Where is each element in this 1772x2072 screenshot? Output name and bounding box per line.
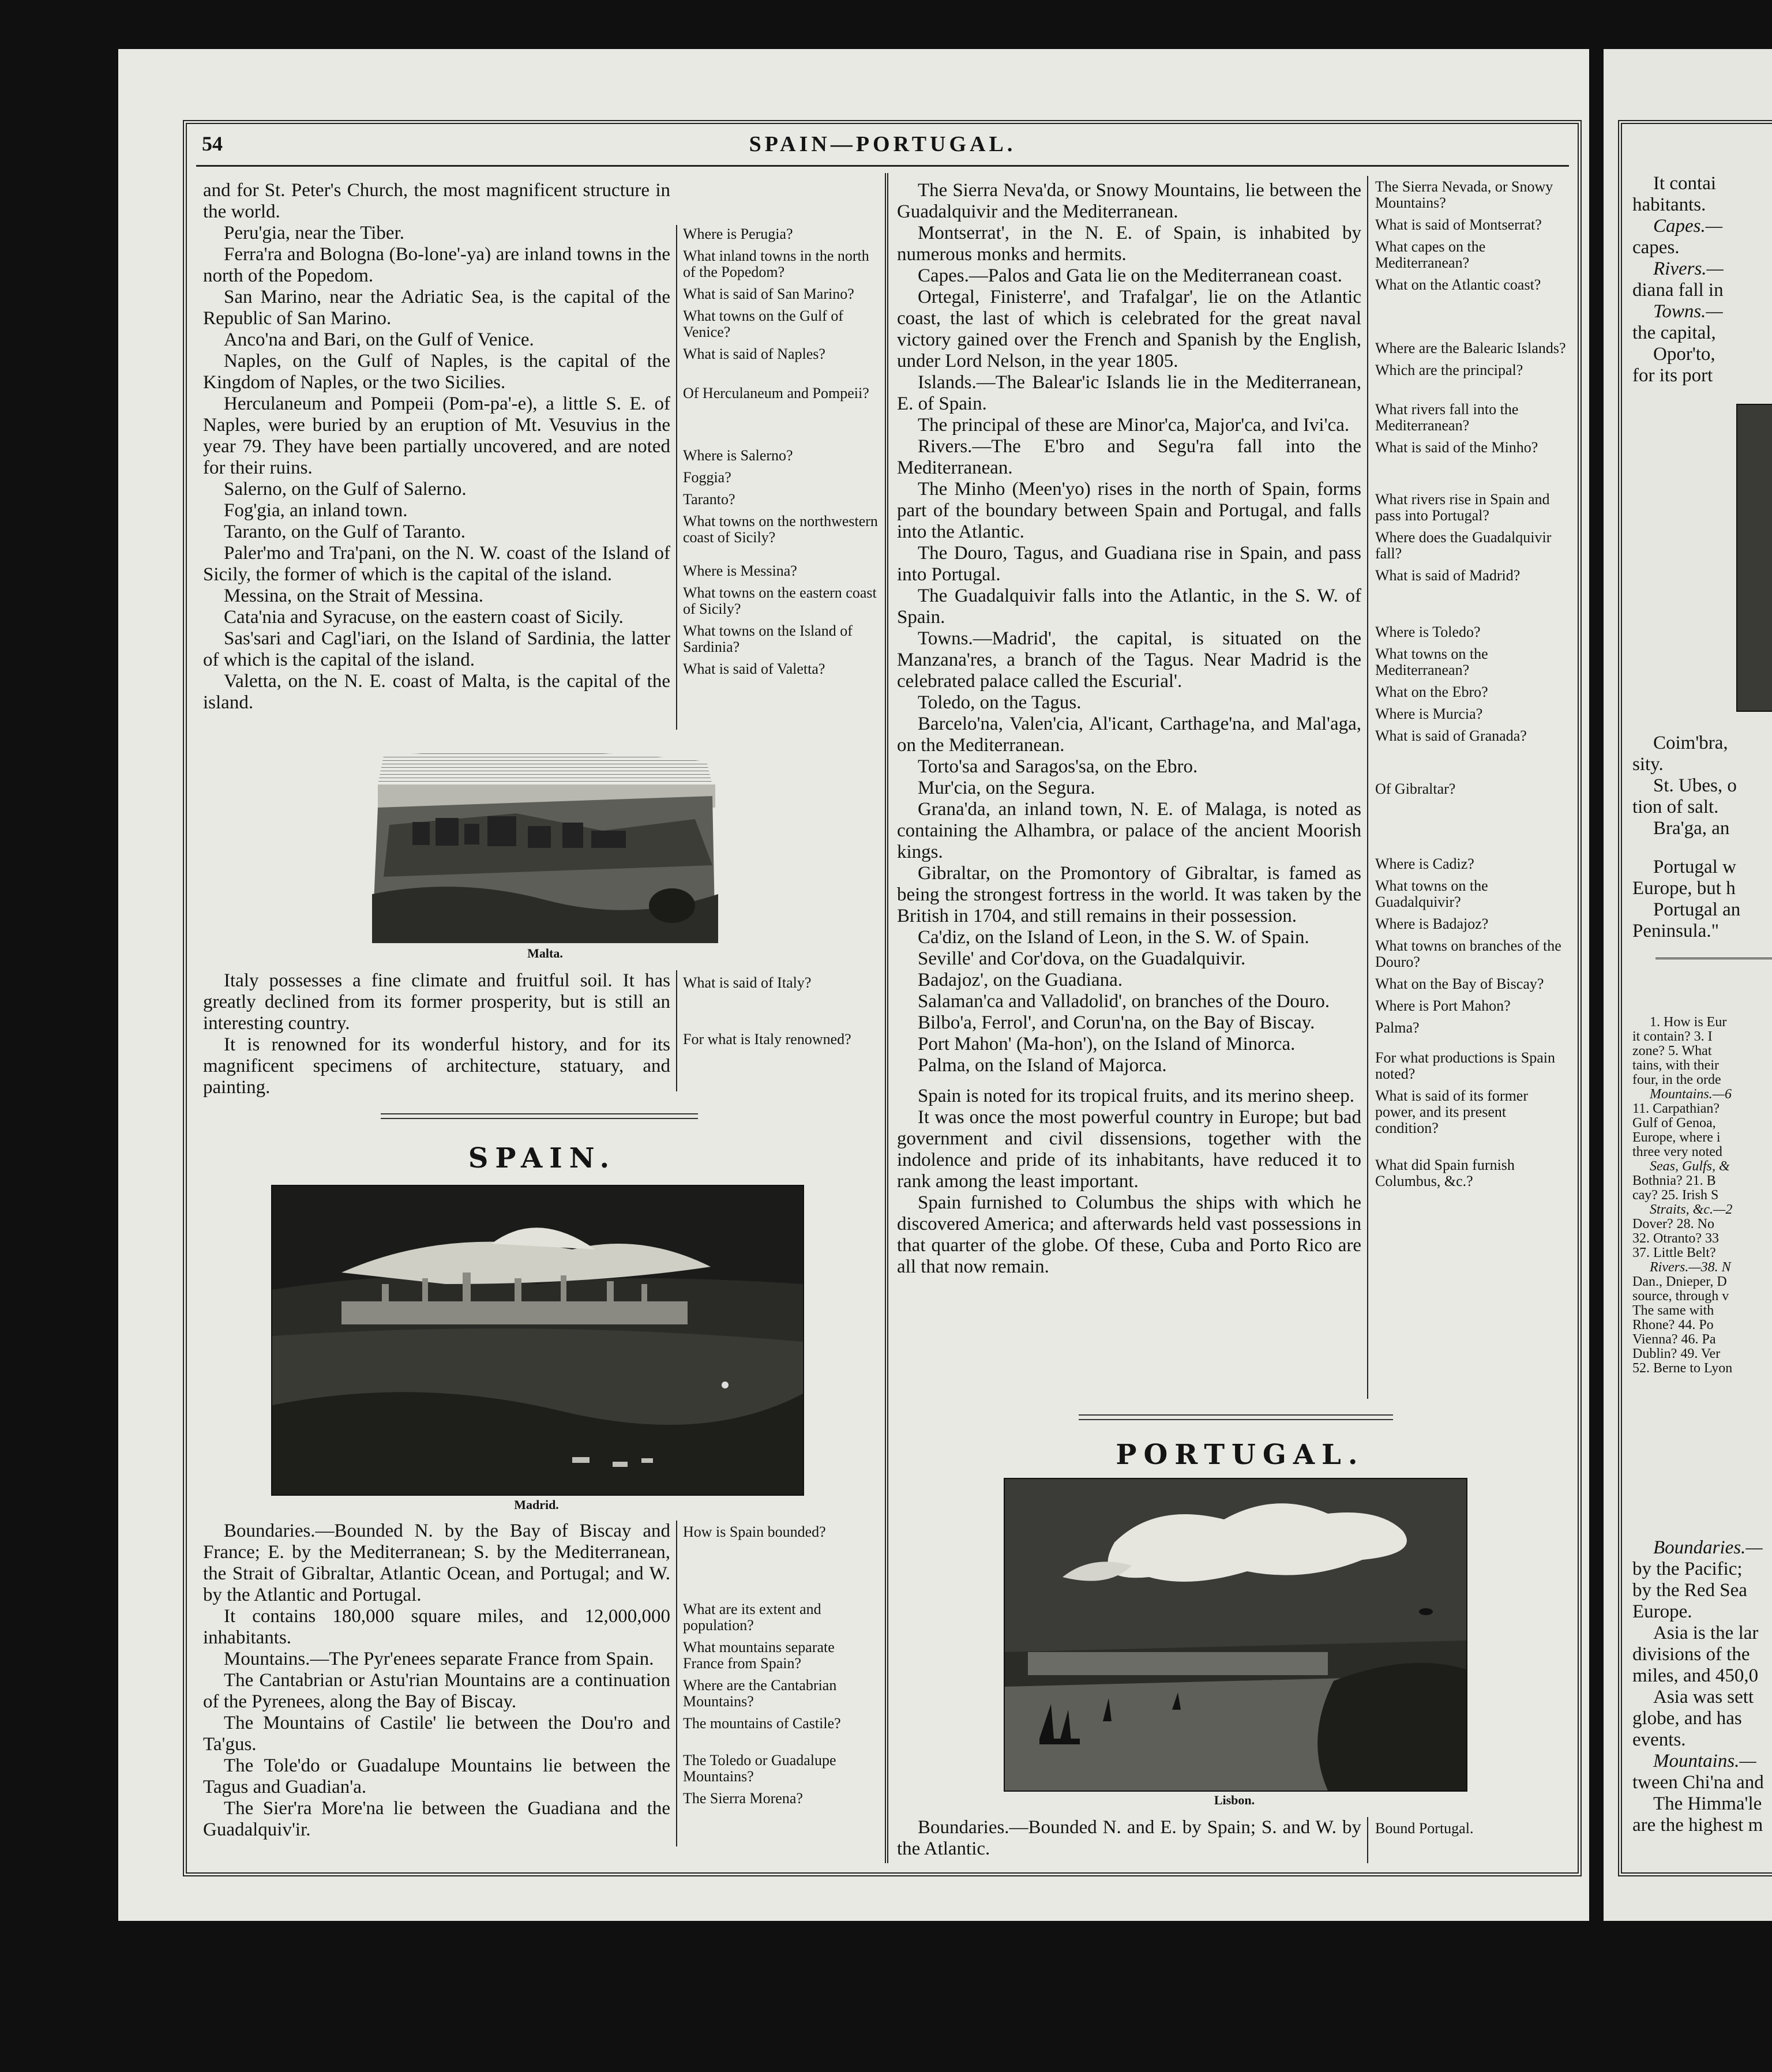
fragment: Vienna? 46. Pa (1632, 1332, 1716, 1347)
fragment: for its port (1632, 365, 1713, 386)
question: What on the Atlantic coast? (1375, 276, 1541, 293)
paragraph: Taranto, on the Gulf of Taranto. (224, 521, 466, 542)
paragraph: Salerno, on the Gulf of Salerno. (224, 479, 467, 500)
question: What rivers rise in Spain and pass into Portugal? (1375, 491, 1550, 524)
left-top-text (203, 180, 670, 714)
fragment: 52. Berne to Lyon (1632, 1361, 1733, 1376)
paragraph: Ferra'ra and Bologna (Bo-lone'-ya) are inland towns in the north of the Popedom. (203, 244, 670, 286)
question: What is said of its former power, and its present condition? (1375, 1087, 1528, 1136)
fragment: 11. Carpathian? (1632, 1101, 1720, 1116)
fragment: Gulf of Genoa, (1632, 1116, 1716, 1131)
fragment: Asia was sett (1653, 1687, 1754, 1707)
question: What are its extent and population? (683, 1601, 821, 1634)
paragraph: Towns.—Madrid', the capital, is situated on the Manzana'res, a branch of the Tagus. Near Madrid is the celebrated palace called the Escurial'. (897, 628, 1361, 692)
paragraph: Cata'nia and Syracuse, on the eastern coast of Sicily. (224, 607, 624, 628)
paragraph: Peru'gia, near the Tiber. (224, 223, 404, 243)
question: The mountains of Castile? (683, 1715, 841, 1732)
question: Where is Perugia? (683, 226, 793, 242)
question: Where are the Cantabrian Mountains? (683, 1677, 837, 1710)
fragment: Asia is the lar (1653, 1623, 1759, 1643)
paragraph: The Tole'do or Guadalupe Mountains lie between the Tagus and Guadian'a. (203, 1755, 670, 1797)
fragment: Seas, Gulfs, & (1650, 1159, 1730, 1174)
question: The Sierra Nevada, or Snowy Mountains? (1375, 178, 1553, 211)
question: The Sierra Morena? (683, 1790, 803, 1807)
fragment: Towns.— (1653, 301, 1723, 322)
paragraph: Ortegal, Finisterre', and Trafalgar', lie on the Atlantic coast, the last of which is celebrated for the great naval victory gained over the French and Spanish by the English, under Lord Nelson, in the year 1805. (897, 287, 1361, 371)
question: Palma? (1375, 1019, 1420, 1036)
question-rule (1367, 176, 1368, 1399)
fragment: zone? 5. What (1632, 1043, 1712, 1058)
paragraph: Torto'sa and Saragos'sa, on the Ebro. (918, 756, 1198, 777)
question: Which are the principal? (1375, 362, 1523, 378)
question-rule (676, 970, 677, 1091)
paragraph: Italy possesses a fine climate and fruitful soil. It has greatly declined from its former prosperity, but is still an interesting country. (203, 970, 670, 1034)
paragraph: Barcelo'na, Valen'cia, Al'icant, Carthage'na, and Mal'aga, on the Mediterranean. (897, 714, 1361, 756)
question: Where is Badajoz? (1375, 915, 1489, 932)
paragraph: The Sier'ra More'na lie between the Guadiana and the Guadalquiv'ir. (203, 1798, 670, 1840)
fragment: tween Chi'na and (1632, 1772, 1764, 1793)
caption-malta: Malta. (527, 946, 563, 960)
question: Where does the Guadalquivir fall? (1375, 529, 1552, 562)
paragraph: and for St. Peter's Church, the most magnificent structure in the world. (203, 180, 670, 222)
question: Where is Messina? (683, 562, 797, 579)
question: What rivers fall into the Mediterranean? (1375, 401, 1519, 434)
fragment: Europe, where i (1632, 1130, 1721, 1145)
question: Of Herculaneum and Pompeii? (683, 385, 869, 401)
question: What capes on the Mediterranean? (1375, 238, 1486, 271)
lisbon-illustration (1005, 1479, 1466, 1791)
question: The Toledo or Guadalupe Mountains? (683, 1752, 836, 1785)
question: What is said of Madrid? (1375, 567, 1521, 584)
paragraph: The Minho (Meen'yo) rises in the north of Spain, forms part of the boundary between Spain and Portugal, and falls into the Atlantic. (897, 479, 1361, 542)
fragment: St. Ubes, o (1653, 775, 1737, 796)
paragraph: Sas'sari and Cagl'iari, on the Island of Sardinia, the latter of which is the capital of the island. (203, 628, 670, 670)
paragraph: The Douro, Tagus, and Guadiana rise in Spain, and pass into Portugal. (897, 543, 1361, 585)
fragment: by the Pacific; (1632, 1559, 1743, 1579)
fragment: Portugal an (1653, 899, 1741, 920)
fragment: sity. (1632, 754, 1664, 775)
question: What towns on the eastern coast of Sicily? (683, 584, 877, 617)
paragraph: Ca'diz, on the Island of Leon, in the S. W. of Spain. (918, 927, 1309, 948)
question: What is said of Granada? (1375, 727, 1527, 744)
paragraph: Grana'da, an inland town, N. E. of Malaga, is noted as containing the Alhambra, or palace of the ancient Moorish kings. (897, 799, 1361, 862)
fragment: are the highest m (1632, 1815, 1763, 1835)
heading-portugal: PORTUGAL. (1116, 1439, 1365, 1471)
question: Where is Murcia? (1375, 705, 1483, 722)
fragment: Mountains.— (1653, 1751, 1756, 1771)
question: Where is Cadiz? (1375, 855, 1474, 872)
portugal-questions (1375, 1820, 1571, 1842)
question: For what is Italy renowned? (683, 1031, 851, 1048)
caption-madrid: Madrid. (514, 1497, 559, 1512)
paragraph: Badajoz', on the Guadiana. (918, 970, 1123, 990)
question: What towns on the northwestern coast of Sicily? (683, 513, 878, 546)
fragment: Bothnia? 21. B (1632, 1173, 1716, 1188)
paragraph: Gibraltar, on the Promontory of Gibraltar, is famed as being the strongest fortress in the world. It was taken by the British in 1704, and still remains in their possession. (897, 863, 1361, 926)
fragment: the capital, (1632, 322, 1716, 343)
question: What is said of San Marino? (683, 286, 854, 302)
paragraph: Rivers.—The E'bro and Segu'ra fall into the Mediterranean. (897, 436, 1361, 478)
question: Foggia? (683, 469, 731, 486)
question-rule (1367, 1817, 1368, 1863)
paragraph: Spain furnished to Columbus the ships with which he discovered America; and afterwards held vast possessions in that quarter of the globe. Of these, Cuba and Porto Rico are all that now remain. (897, 1192, 1361, 1277)
question: What did Spain furnish Columbus, &c.? (1375, 1157, 1515, 1189)
paragraph: Toledo, on the Tagus. (918, 692, 1082, 713)
fragment: Rhone? 44. Po (1632, 1317, 1714, 1332)
paragraph: Port Mahon' (Ma-hon'), on the Island of Minorca. (918, 1034, 1296, 1054)
paragraph: It was once the most powerful country in Europe; but bad government and civil dissensions, together with the indolence and pride of its inhabitants, have reduced it to rank among the least important. (897, 1107, 1361, 1192)
fragment: Dan., Dnieper, D (1632, 1274, 1727, 1289)
fragment: Rivers.—38. N (1650, 1260, 1731, 1275)
next-page-text (1632, 173, 1772, 386)
fragment: habitants. (1632, 194, 1706, 215)
paragraph: Herculaneum and Pompeii (Pom-pa'-e), a little S. E. of Naples, were buried by an eruption of Mt. Vesuvius in the year 79. They have been partially uncovered, and are noted for their ruins. (203, 393, 670, 478)
malta-engraving (372, 750, 718, 943)
question: What is said of the Minho? (1375, 439, 1538, 456)
next-page-rule (1655, 958, 1772, 959)
madrid-engraving (271, 1185, 804, 1496)
lisbon-engraving (1004, 1478, 1467, 1792)
fragment: source, through v (1632, 1289, 1729, 1304)
paragraph: Messina, on the Strait of Messina. (224, 585, 484, 606)
running-title: SPAIN—PORTUGAL. (749, 132, 1016, 156)
question: What on the Ebro? (1375, 684, 1488, 700)
question: What towns on the Gulf of Venice? (683, 307, 844, 340)
left-top-questions (683, 226, 879, 683)
fragment: miles, and 450,0 (1632, 1665, 1759, 1686)
paragraph: It contains 180,000 square miles, and 12,000,000 inhabitants. (203, 1606, 670, 1648)
fragment: Rivers.— (1653, 258, 1724, 279)
right-text (897, 180, 1361, 1278)
next-page-engraving (1736, 404, 1772, 712)
fragment: Dover? 28. No (1632, 1217, 1714, 1232)
fragment: cay? 25. Irish S (1632, 1188, 1719, 1203)
question: What towns on the Guadalquivir? (1375, 877, 1488, 910)
fragment: tains, with their (1632, 1058, 1719, 1073)
fragment: it contain? 3. I (1632, 1029, 1713, 1044)
question: For what productions is Spain noted? (1375, 1049, 1555, 1082)
question: Taranto? (683, 491, 735, 508)
paragraph: Fog'gia, an inland town. (224, 500, 408, 521)
paragraph: Anco'na and Bari, on the Gulf of Venice. (224, 329, 534, 350)
fragment: Bra'ga, an (1653, 818, 1730, 839)
fragment: diana fall in (1632, 280, 1724, 301)
paragraph: The Cantabrian or Astu'rian Mountains are a continuation of the Pyrenees, along the Bay of Biscay. (203, 1670, 670, 1712)
question: What inland towns in the north of the Popedom? (683, 247, 869, 280)
fragment: Europe, but h (1632, 878, 1736, 899)
portugal-text (897, 1817, 1361, 1860)
fragment: 1. How is Eur (1650, 1015, 1727, 1030)
paragraph: San Marino, near the Adriatic Sea, is the capital of the Republic of San Marino. (203, 287, 670, 329)
question: What towns on the Island of Sardinia? (683, 622, 853, 655)
question: What towns on the Mediterranean? (1375, 645, 1488, 678)
italy-text (203, 970, 670, 1098)
fragment: three very noted (1632, 1144, 1722, 1159)
question: What on the Bay of Biscay? (1375, 975, 1544, 992)
italy-questions (683, 975, 879, 1053)
paragraph: Valetta, on the N. E. coast of Malta, is the capital of the island. (203, 671, 670, 713)
fragment: Coim'bra, (1653, 733, 1728, 753)
fragment: Capes.— (1653, 216, 1723, 237)
fragment: Portugal w (1653, 857, 1736, 877)
fragment: divisions of the (1632, 1644, 1750, 1665)
paragraph: Spain is noted for its tropical fruits, and its merino sheep. (918, 1086, 1355, 1106)
page-header (196, 132, 1569, 163)
fragment: The same with (1632, 1303, 1714, 1318)
fragment: The Himma'le (1653, 1793, 1762, 1814)
header-rule (196, 165, 1569, 167)
fragment: events. (1632, 1729, 1686, 1750)
column-divider (885, 173, 888, 1863)
fragment: Europe. (1632, 1601, 1692, 1622)
spain-left-questions (683, 1524, 879, 1812)
fragment: tion of salt. (1632, 797, 1719, 817)
paragraph: Mur'cia, on the Segura. (918, 778, 1095, 798)
fragment: globe, and has (1632, 1708, 1742, 1729)
spain-left-text (203, 1521, 670, 1841)
fragment: Opor'to, (1653, 344, 1715, 365)
paragraph: The Mountains of Castile' lie between the Dou'ro and Ta'gus. (203, 1713, 670, 1755)
question: Bound Portugal. (1375, 1820, 1474, 1837)
fragment: four, in the orde (1632, 1072, 1721, 1087)
paragraph: Mountains.—The Pyr'enees separate France from Spain. (224, 1649, 654, 1669)
fragment: Peninsula." (1632, 921, 1720, 941)
question: Where are the Balearic Islands? (1375, 340, 1566, 356)
next-page-text-2 (1632, 733, 1772, 942)
question: Where is Port Mahon? (1375, 997, 1511, 1014)
fragment: capes. (1632, 237, 1680, 258)
question-rule (676, 225, 677, 730)
question-rule (676, 1521, 677, 1846)
question: Of Gibraltar? (1375, 780, 1456, 797)
fragment: Mountains.—6 (1650, 1087, 1732, 1102)
question: What is said of Montserrat? (1375, 216, 1542, 233)
fragment: by the Red Sea (1632, 1580, 1747, 1601)
question: How is Spain bounded? (683, 1523, 826, 1540)
paragraph: Boundaries.—Bounded N. and E. by Spain; S. and W. by the Atlantic. (897, 1817, 1361, 1859)
fragment: 37. Little Belt? (1632, 1245, 1716, 1260)
fragment: Dublin? 49. Ver (1632, 1346, 1721, 1361)
question: What is said of Naples? (683, 346, 825, 362)
next-page-questions (1632, 1015, 1772, 1376)
fragment: Boundaries.— (1653, 1537, 1763, 1558)
paragraph: It is renowned for its wonderful history, and for its magnificent specimens of architecture, statuary, and painting. (203, 1034, 670, 1098)
paragraph: Islands.—The Balear'ic Islands lie in the Mediterranean, E. of Spain. (897, 372, 1361, 414)
paragraph: Montserrat', in the N. E. of Spain, is inhabited by numerous monks and hermits. (897, 223, 1361, 265)
paragraph: Bilbo'a, Ferrol', and Corun'na, on the Bay of Biscay. (918, 1012, 1315, 1033)
fragment: It contai (1653, 173, 1717, 194)
next-page-text-3 (1632, 1537, 1772, 1836)
caption-lisbon: Lisbon. (1214, 1793, 1255, 1807)
paragraph: Boundaries.—Bounded N. by the Bay of Biscay and France; E. by the Mediterranean; S. by the Mediterranean, the Strait of Gibraltar, Atlantic Ocean, and Portugal; and W. by the Atlantic and Portugal. (203, 1521, 670, 1605)
fragment: 32. Otranto? 33 (1632, 1231, 1719, 1246)
ornamental-rule (381, 1113, 698, 1119)
right-questions (1375, 179, 1571, 1195)
heading-spain: SPAIN. (468, 1142, 617, 1174)
question: Where is Salerno? (683, 447, 793, 464)
paragraph: The Sierra Neva'da, or Snowy Mountains, lie between the Guadalquivir and the Mediterranean. (897, 180, 1361, 222)
question: What is said of Valetta? (683, 660, 825, 677)
question: What towns on branches of the Douro? (1375, 937, 1561, 970)
paragraph: The principal of these are Minor'ca, Major'ca, and Ivi'ca. (918, 415, 1350, 436)
ornamental-rule (1079, 1414, 1393, 1420)
malta-illustration (372, 750, 718, 943)
paragraph: Capes.—Palos and Gata lie on the Mediterranean coast. (918, 265, 1342, 286)
paragraph: Palma, on the Island of Majorca. (918, 1055, 1167, 1076)
paragraph: The Guadalquivir falls into the Atlantic, in the S. W. of Spain. (897, 585, 1361, 628)
question: What is said of Italy? (683, 974, 812, 991)
question: Where is Toledo? (1375, 624, 1481, 640)
paragraph: Seville' and Cor'dova, on the Guadalquivir. (918, 948, 1246, 969)
paragraph: Naples, on the Gulf of Naples, is the capital of the Kingdom of Naples, or the two Sicilies. (203, 351, 670, 393)
question: What mountains separate France from Spain? (683, 1639, 835, 1672)
madrid-illustration (272, 1186, 803, 1495)
fragment: Straits, &c.—2 (1650, 1202, 1733, 1217)
paragraph: Salaman'ca and Valladolid', on branches of the Douro. (918, 991, 1330, 1012)
paragraph: Paler'mo and Tra'pani, on the N. W. coast of the Island of Sicily, the former of which is the capital of the island. (203, 543, 670, 585)
page-number: 54 (202, 132, 223, 155)
